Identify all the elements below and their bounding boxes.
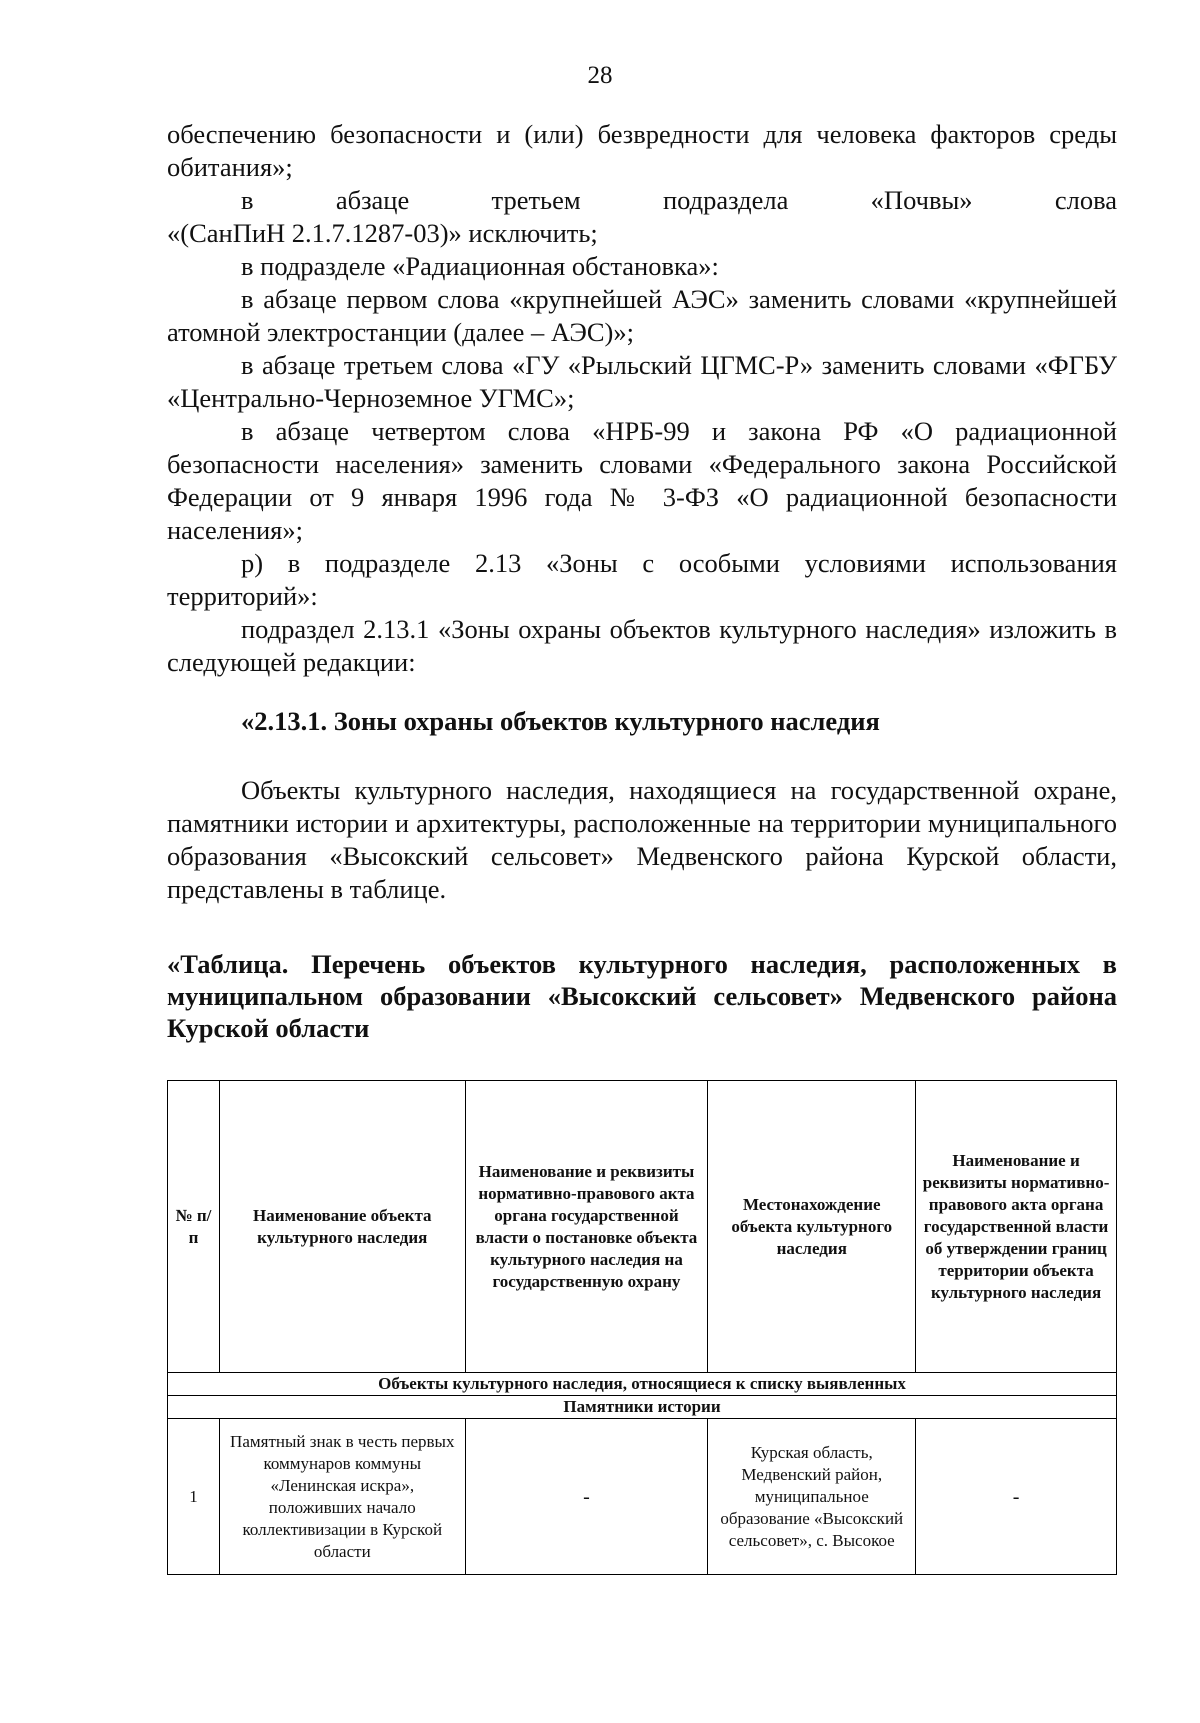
cell-object-name: Памятный знак в честь первых коммунаров коммуны «Ленинская искра», положивших начало коллективизации в Курской области [219,1419,465,1575]
header-location: Местонахождение объекта культурного наследия [708,1081,916,1373]
cell-number: 1 [168,1419,220,1575]
paragraph: подраздел 2.13.1 «Зоны охраны объектов культурного наследия» изложить в следующей редакции: [167,614,1117,677]
header-borders-act: Наименование и реквизиты нормативно-правового акта органа государственной власти об утверждении границ территории объекта культурного наследия [916,1081,1117,1373]
cell-location: Курская область, Медвенский район, муниципальное образование «Высокский сельсовет», с. Высокое [708,1419,916,1575]
paragraph: в абзаце третьем слова «ГУ «Рыльский ЦГМС-Р» заменить словами «ФГБУ «Центрально-Черноземное УГМС»; [167,350,1117,413]
paragraph: «(СанПиН 2.1.7.1287-03)» исключить; [167,218,598,248]
table-row [168,1419,1117,1575]
paragraph: обеспечению безопасности и (или) безвредности для человека факторов среды обитания»; [167,119,1117,182]
document-body [167,118,1117,1044]
header-object-name: Наименование объекта культурного наследия [219,1081,465,1373]
section-heading: «2.13.1. Зоны охраны объектов культурного наследия [241,706,880,736]
paragraph: р) в подразделе 2.13 «Зоны с особыми условиями использования территорий»: [167,548,1117,611]
header-number: № п/п [168,1081,220,1373]
paragraph: в абзаце первом слова «крупнейшей АЭС» заменить словами «крупнейшей атомной электростанции (далее – АЭС)»; [167,284,1117,347]
table-subsection-row: Памятники истории [168,1396,1117,1419]
paragraph: в абзаце третьем подраздела «Почвы» слова [241,185,1117,215]
cell-protection-act: - [465,1419,708,1575]
header-protection-act: Наименование и реквизиты нормативно-правового акта органа государственной власти о постановке объекта культурного наследия на государственную охрану [465,1081,708,1373]
table-title: «Таблица. Перечень объектов культурного наследия, расположенных в муниципальном образовании «Высокский сельсовет» Медвенского района Курской области [167,949,1117,1043]
table-section-row: Объекты культурного наследия, относящиеся к списку выявленных [168,1373,1117,1396]
heritage-table [167,1080,1117,1575]
paragraph: в подразделе «Радиационная обстановка»: [241,251,719,281]
paragraph: в абзаце четвертом слова «НРБ-99 и закона РФ «О радиационной безопасности населения» заменить словами «Федерального закона Российской Федерации от 9 января 1996 года № 3-ФЗ «О радиационной безопасности населения»; [167,416,1117,545]
section-body: Объекты культурного наследия, находящиеся на государственной охране, памятники истории и архитектуры, расположенные на территории муниципального образования «Высокский сельсовет» Медвенского района Курской области, представлены в таблице. [167,775,1117,904]
cell-borders-act: - [916,1419,1117,1575]
page-number: 28 [587,62,613,89]
